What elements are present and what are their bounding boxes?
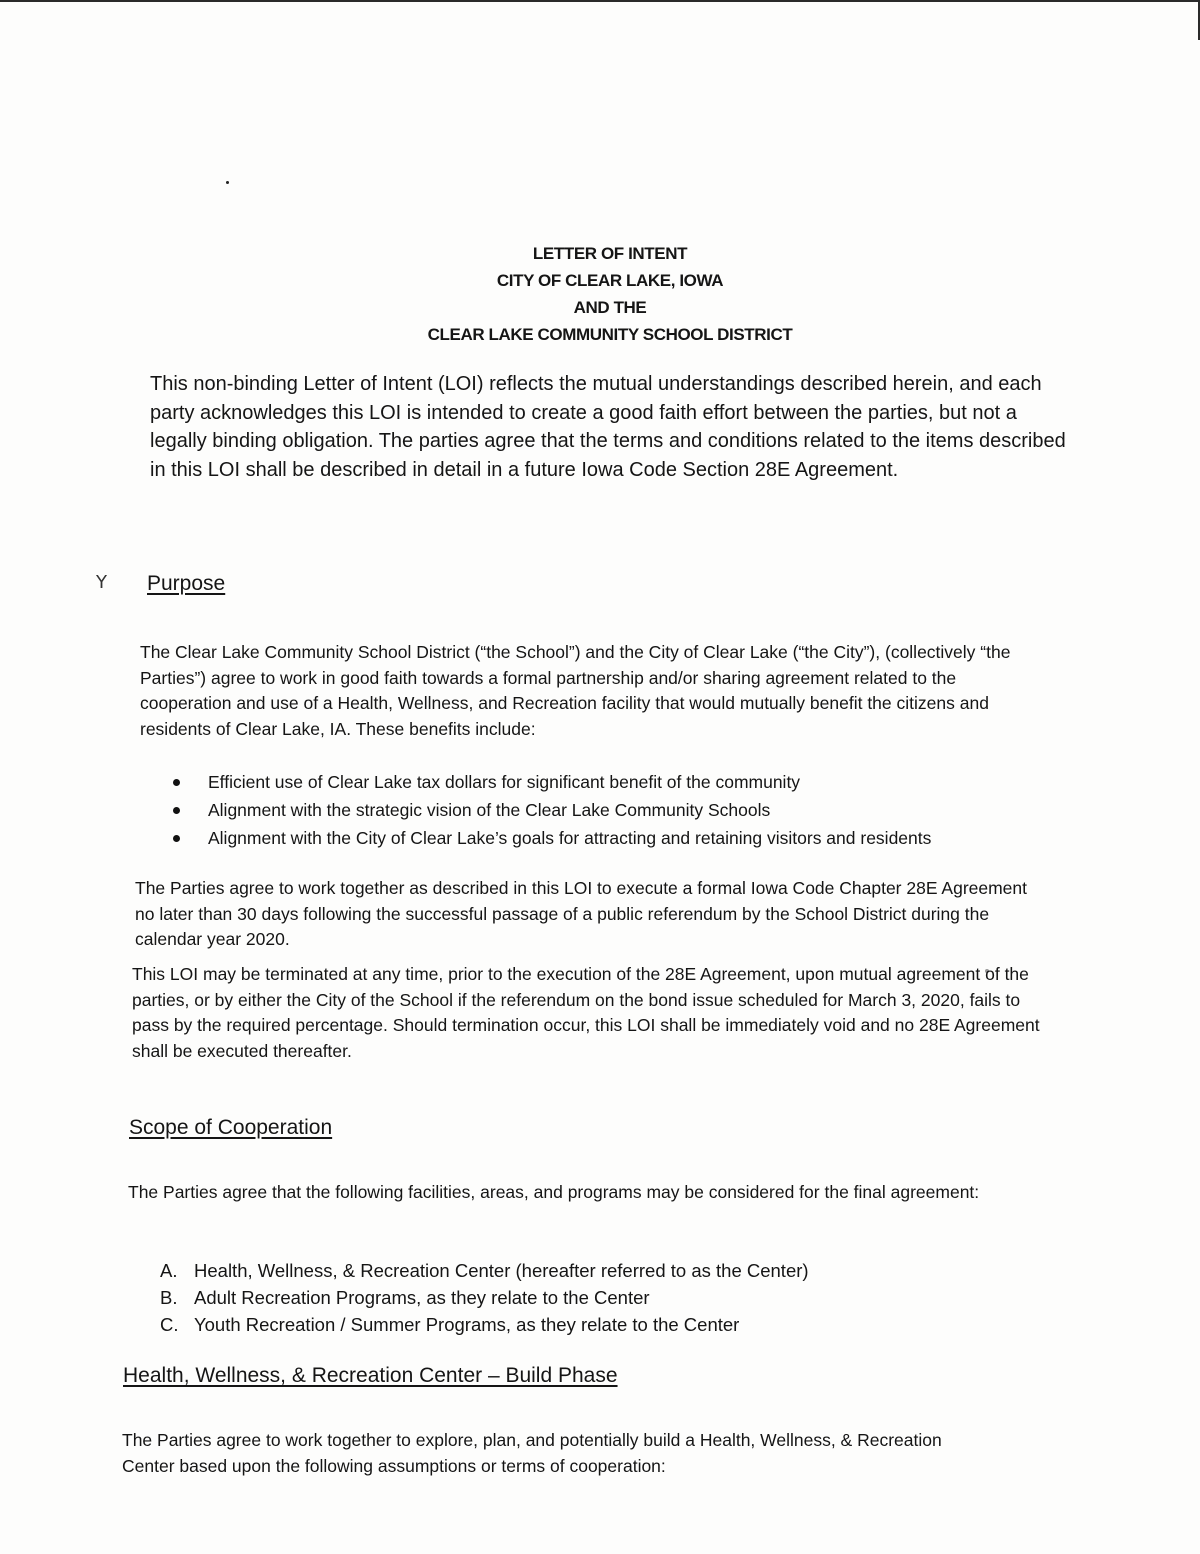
build-phase-heading: Health, Wellness, & Recreation Center – Build Phase [123, 1364, 618, 1387]
bullet-icon [173, 835, 180, 842]
purpose-heading: Purpose [147, 572, 226, 595]
scan-edge-top [0, 0, 1200, 2]
title-line-2: CITY OF CLEAR LAKE, IOWA [496, 271, 724, 290]
scope-paragraph: The Parties agree that the following facilities, areas, and programs may be considered for the final agreement: [128, 1182, 980, 1202]
agreement-paragraph: The Parties agree to work together as described in this LOI to execute a formal Iowa Code Chapter 28E Agreement no later than 30 days following the successful passage of a public referendum by the School District during the calendar year 2020. [135, 878, 1028, 949]
list-item-text: Adult Recreation Programs, as they relate to the Center [194, 1287, 650, 1308]
title-line-4: CLEAR LAKE COMMUNITY SCHOOL DISTRICT [427, 325, 793, 344]
scope-heading: Scope of Cooperation [129, 1116, 333, 1139]
benefits-list [170, 768, 1070, 852]
bullet-icon [173, 807, 180, 814]
list-marker: A. [160, 1260, 178, 1281]
list-item [170, 768, 1070, 796]
intro-paragraph: This non-binding Letter of Intent (LOI) reflects the mutual understandings described herein, and each party acknowledges this LOI is intended to create a good faith effort between the parties, but not a legally binding obligation. The parties agree that the terms and conditions related to the items described in this LOI shall be described in detail in a future Iowa Code Section 28E Agreement. [150, 373, 1066, 481]
list-marker: B. [160, 1287, 178, 1308]
list-item-text: Health, Wellness, & Recreation Center (hereafter referred to as the Center) [194, 1260, 809, 1281]
termination-paragraph: This LOI may be terminated at any time, prior to the execution of the 28E Agreement, upon mutual agreement of the parties, or by either the City of the School if the referendum on the bond issue scheduled for March 3, 2020, fails to pass by the required percentage. Should termination occur, this LOI shall be immediately void and no 28E Agreement shall be executed thereafter. [132, 964, 1040, 1061]
list-item [160, 1284, 1060, 1311]
title-line-3: AND THE [573, 298, 647, 317]
list-item-text: Youth Recreation / Summer Programs, as they relate to the Center [194, 1314, 740, 1335]
bullet-icon [173, 779, 180, 786]
list-item-text: Alignment with the City of Clear Lake’s goals for attracting and retaining visitors and residents [208, 828, 932, 848]
scope-items-list [160, 1257, 1060, 1338]
title-line-1: LETTER OF INTENT [532, 244, 688, 263]
list-marker: C. [160, 1314, 179, 1335]
purpose-paragraph: The Clear Lake Community School District (“the School”) and the City of Clear Lake (“the City”), (collectively “the Parties”) agree to work in good faith towards a formal partnership and/or sharing agreement related to the cooperation and use of a Health, Wellness, and Recreation facility that would mutually benefit the citizens and residents of Clear Lake, IA. These benefits include: [140, 642, 1011, 739]
list-item-text: Efficient use of Clear Lake tax dollars for significant benefit of the community [208, 772, 801, 792]
list-item-text: Alignment with the strategic vision of the Clear Lake Community Schools [208, 800, 771, 820]
list-item [160, 1257, 1060, 1284]
list-item [170, 796, 1070, 824]
list-item [170, 824, 1070, 852]
build-phase-paragraph: The Parties agree to work together to explore, plan, and potentially build a Health, Wellness, & Recreation Center based upon the following assumptions or terms of cooperation: [122, 1430, 942, 1476]
margin-check-mark: Y [96, 572, 107, 593]
list-item [160, 1311, 1060, 1338]
scan-speck [226, 181, 229, 184]
